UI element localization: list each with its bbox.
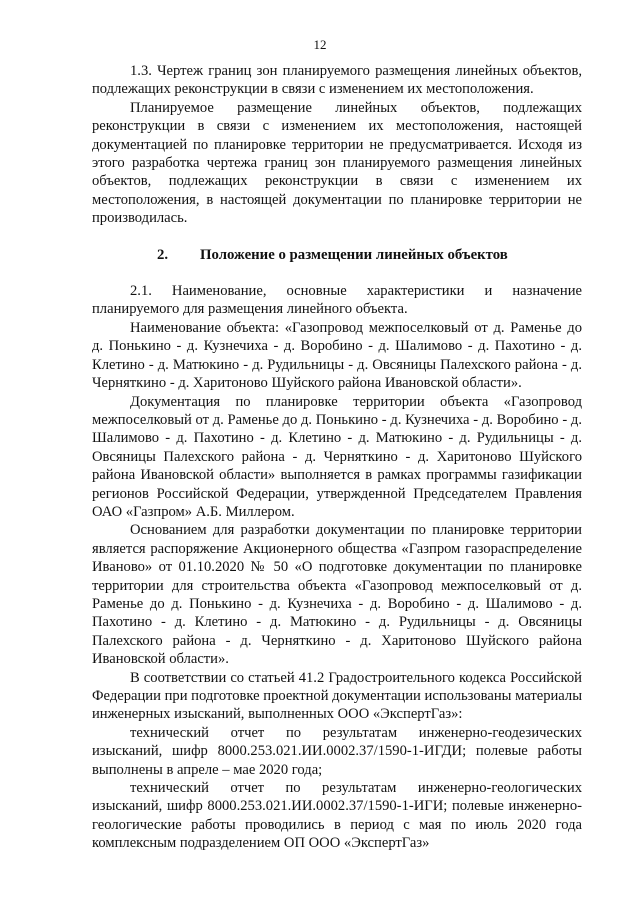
document-body bbox=[92, 62, 582, 853]
paragraph-object-name: Наименование объекта: «Газопровод межпоселковый от д. Раменье до д. Понькино - д. Кузнечиха - д. Воробино - д. Шалимово - д. Пахотино - д. Клетино - д. Матюкино - д. Рудильницы - д. Овсяницы Палехского района - д. Черняткино - д. Харитоново Шуйского района Ивановской области». bbox=[92, 319, 582, 392]
section-heading bbox=[92, 246, 582, 264]
paragraph-basis: Основанием для разработки документации по планировке территории является распоряжение Акционерного общества «Газпром газораспределение Иваново» от 01.10.2020 № 50 «О подготовке документации по планировке территории для строительства объекта «Газопровод межпоселковый от д. Раменье до д. Понькино - д. Кузнечиха - д. Воробино - д. Шалимово - д. Пахотино - д. Клетино - д. Матюкино - д. Рудильницы - д. Овсяницы Палехского района - д. Черняткино - д. Харитоново Шуйского района Ивановской области». bbox=[92, 522, 582, 668]
paragraph-2-1-heading: 2.1. Наименование, основные характеристики и назначение планируемого для размещения линейного объекта. bbox=[92, 283, 582, 318]
section-title: Положение о размещении линейных объектов bbox=[200, 246, 508, 263]
paragraph-documentation: Документация по планировке территории объекта «Газопровод межпоселковый от д. Раменье до д. Понькино - д. Кузнечиха - д. Воробино - д. Шалимово - д. Пахотино - д. Клетино - д. Матюкино - д. Рудильницы - д. Овсяницы Палехского района - д. Черняткино - д. Харитоново Шуйского района Ивановской области» выполняется в рамках программы газификации регионов Российской Федерации, утвержденной Председателем Правления ОАО «Газпром» А.Б. Миллером. bbox=[92, 393, 582, 520]
paragraph-not-planned: Планируемое размещение линейных объектов, подлежащих реконструкции в связи с изменением их местоположения, настоящей документацией по планировке территории не предусматривается. Исходя из этого разработка чертежа границ зон планируемого размещения линейных объектов, подлежащих реконструкции в связи с изменением их местоположения, в настоящей документации по планировке территории не производилась. bbox=[92, 99, 582, 227]
page-number: 12 bbox=[313, 37, 327, 52]
paragraph-1-3-heading: 1.3. Чертеж границ зон планируемого размещения линейных объектов, подлежащих реконструкции в связи с изменением их местоположения. bbox=[92, 63, 582, 98]
paragraph-article-41-2: В соответствии со статьей 41.2 Градостроительного кодекса Российской Федерации при подготовке проектной документации использованы материалы инженерных изысканий, выполненных ООО «ЭкспертГаз»: bbox=[92, 669, 582, 723]
paragraph-geodetic-report: технический отчет по результатам инженерно-геодезических изысканий, шифр 8000.253.021.ИИ.0002.37/1590-1-ИГДИ; полевые работы выполнены в апреле – мае 2020 года; bbox=[92, 724, 582, 778]
section-number: 2. bbox=[157, 246, 169, 263]
paragraph-geological-report: технический отчет по результатам инженерно-геологических изысканий, шифр 8000.253.021.ИИ.0002.37/1590-1-ИГИ; полевые инженерно-геологические работы проводились в период с мая по июль 2020 года комплексным подразделением ОП ООО «ЭкспертГаз» bbox=[92, 780, 582, 852]
